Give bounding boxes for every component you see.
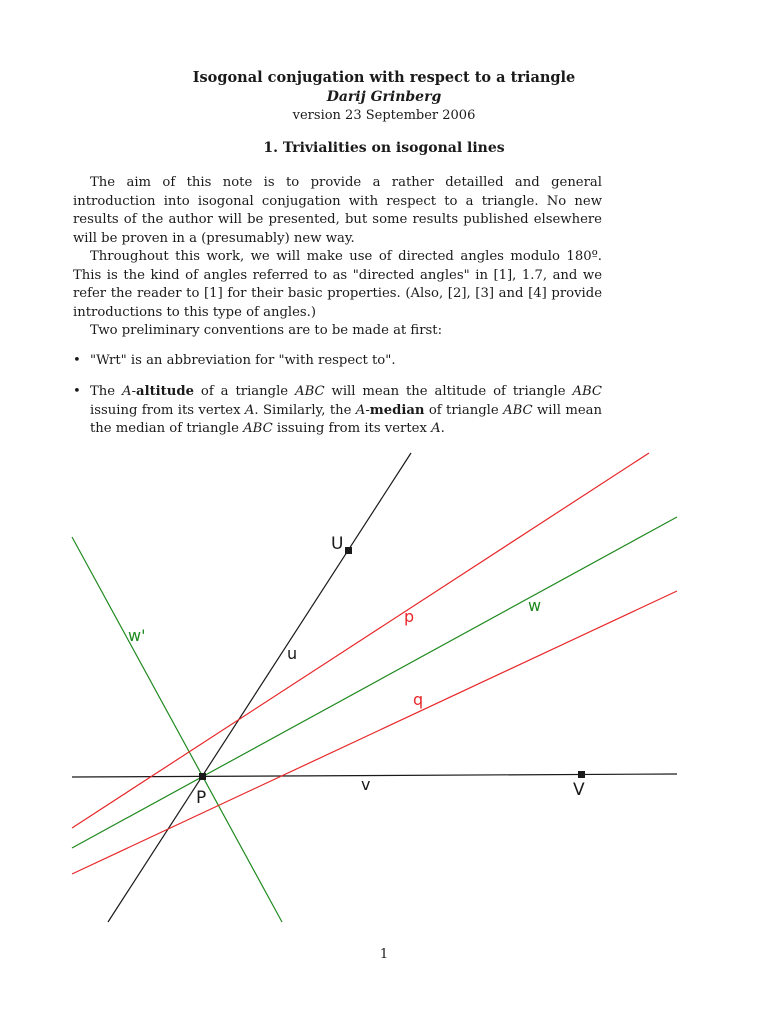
text-run: issuing from its vertex	[90, 402, 245, 418]
line-q	[72, 591, 677, 874]
point-p-marker	[199, 773, 206, 780]
bullet-dot-icon: •	[73, 384, 81, 399]
bullet-altitude-median-text	[90, 383, 602, 439]
paragraph-conventions-text: Two preliminary conventions are to be made at first:	[90, 323, 443, 338]
text-run: -	[365, 402, 370, 418]
text-run: issuing from its vertex	[272, 421, 432, 436]
paper-version: version 23 September 2006	[292, 108, 476, 123]
line-w	[72, 517, 677, 848]
text-run: .	[440, 421, 445, 436]
paragraph-intro	[73, 174, 602, 248]
text-run: will mean the altitude of triangle	[324, 384, 573, 399]
label-V: V	[573, 780, 585, 800]
label-p: p	[404, 607, 415, 626]
label-w: w	[528, 596, 542, 615]
math-a: A	[122, 384, 132, 399]
paper-title: Isogonal conjugation with respect to a triangle	[192, 69, 576, 86]
math-abc: ABC	[572, 384, 602, 399]
line-w-prime	[72, 537, 282, 922]
line-p	[72, 453, 649, 828]
section-heading: 1. Trivialities on isogonal lines	[263, 140, 505, 156]
term-median: median	[369, 402, 425, 418]
math-a: A	[431, 421, 441, 436]
term-altitude: altitude	[136, 384, 194, 399]
paper-author: Darij Grinberg	[326, 89, 442, 105]
text-run: of triangle	[424, 402, 504, 418]
point-v-marker	[578, 771, 585, 778]
paragraph-directed-angles-text: Throughout this work, we will make use of directed angles modulo 180º. This is the kind of angles referred to as "directed angles" in [1], 1.7, and we refer the reader to [1] for their basic properties. (Also, [2], [3] and [4] provide introductions to this type of angles.)	[73, 249, 602, 320]
bullet-dot-icon: •	[73, 353, 81, 368]
point-u-marker	[345, 547, 352, 554]
line-v	[72, 774, 677, 777]
paragraph-directed-angles	[73, 248, 602, 322]
isogonal-lines-figure	[0, 440, 768, 940]
math-a: A	[355, 402, 366, 418]
paragraph-intro-text: The aim of this note is to provide a rather detailled and general introduction into isogonal conjugation with respect to a triangle. No new results of the author will be presented, but some results published elsewhere will be proven in a (presumably) new way.	[73, 175, 602, 246]
label-P: P	[196, 788, 207, 808]
label-U: U	[331, 534, 344, 554]
text-run: of a triangle	[193, 384, 296, 399]
math-abc: ABC	[295, 384, 325, 399]
math-abc: ABC	[503, 402, 533, 418]
label-v: v	[361, 775, 371, 794]
label-q: q	[413, 690, 424, 709]
text-run: -	[131, 384, 137, 399]
text-run: will mean the median of triangle	[90, 402, 602, 436]
text-run: . Similarly, the	[254, 402, 356, 418]
math-abc: ABC	[243, 421, 273, 436]
label-u: u	[287, 644, 298, 663]
bullet-wrt-text: "Wrt" is an abbreviation for "with respect to".	[90, 353, 396, 368]
label-w-prime: w'	[128, 626, 146, 645]
text-run: The	[90, 384, 123, 399]
math-a: A	[244, 402, 255, 418]
page-number: 1	[379, 947, 389, 962]
paragraph-conventions	[73, 322, 602, 341]
